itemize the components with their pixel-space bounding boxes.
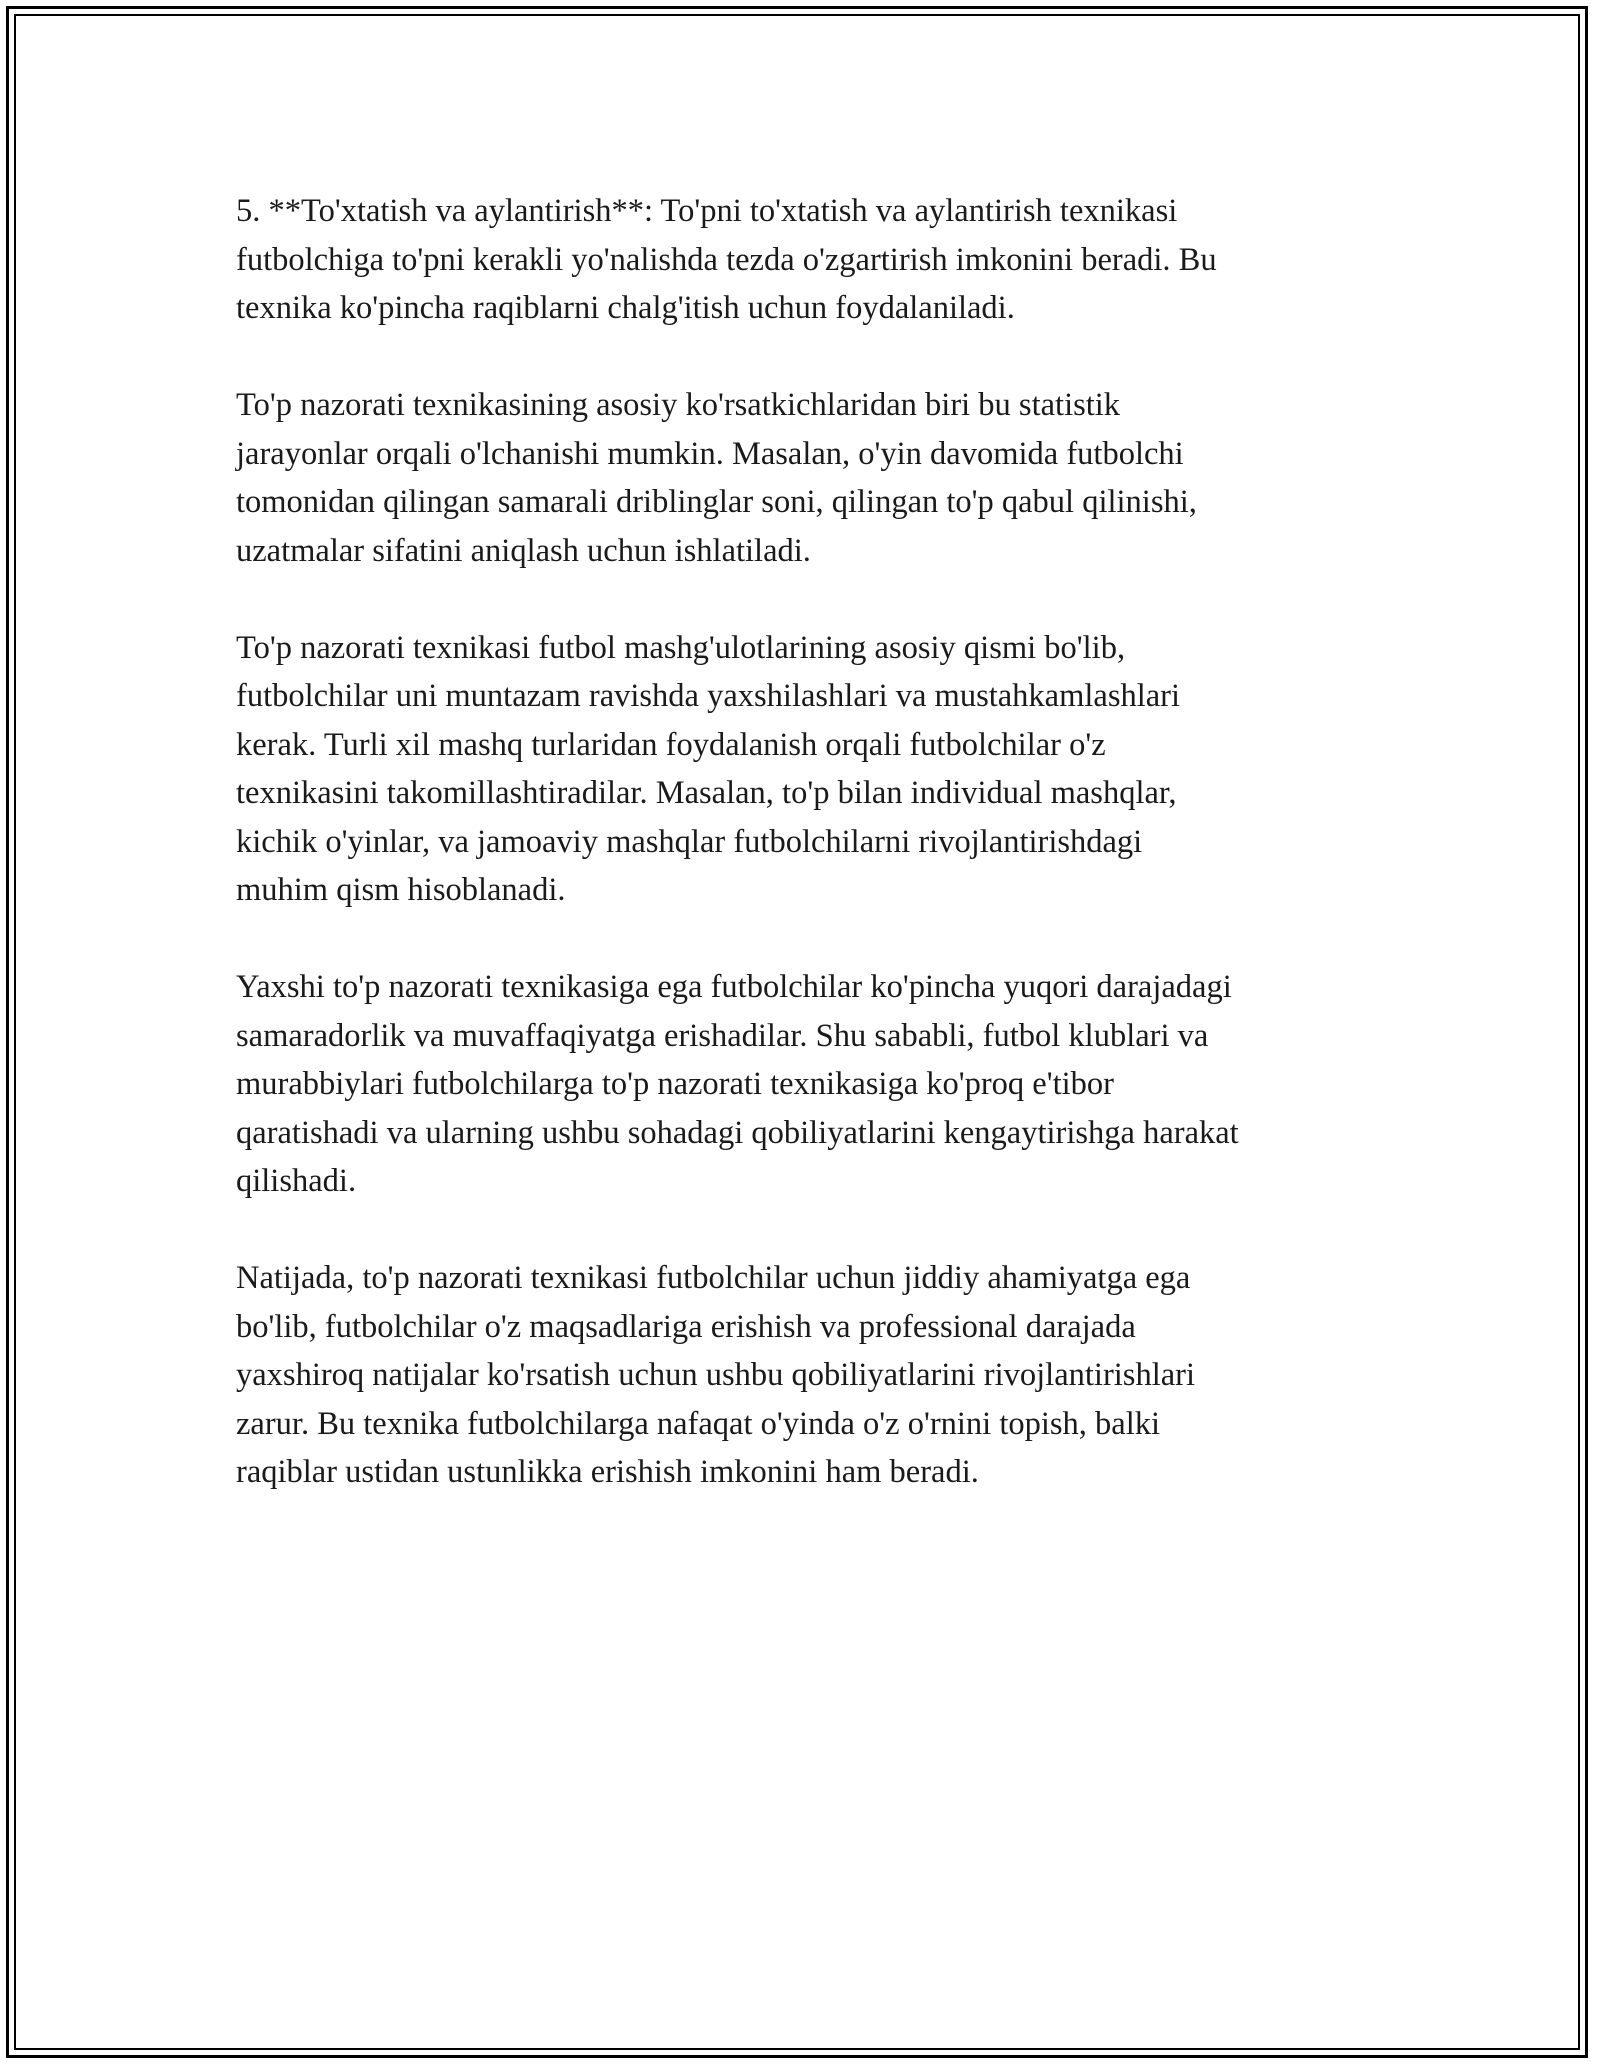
paragraph-success: Yaxshi to'p nazorati texnikasiga ega futbolchilar ko'pincha yuqori darajadagi samaradorlik va muvaffaqiyatga erishadilar. Shu sababli, futbol klublari va murabbiylari futbolchilarga to'p nazorati texnikasiga ko'proq e'tibor qaratishadi va ularning ushbu sohadagi qobiliyatlarini kengaytirishga harakat qilishadi. [236,969,1239,1199]
paragraph-statistics: To'p nazorati texnikasining asosiy ko'rsatkichlaridan biri bu statistik jarayonlar orqali o'lchanishi mumkin. Masalan, o'yin davomida futbolchi tomonidan qilingan samarali driblinglar soni, qilingan to'p qabul qilinishi, uzatmalar sifatini aniqlash uchun ishlatiladi. [236,387,1197,569]
paragraph-conclusion: Natijada, to'p nazorati texnikasi futbolchilar uchun jiddiy ahamiyatga ega bo'lib, futbolchilar o'z maqsadlariga erishish va professional darajada yaxshiroq natijalar ko'rsatish uchun ushbu qobiliyatlarini rivojlantirishlari zarur. Bu texnika futbolchilarga nafaqat o'yinda o'z o'rnini topish, balki raqiblar ustidan ustunlikka erishish imkonini ham beradi. [236,1260,1196,1490]
paragraph-technique-stopping-turning: 5. **To'xtatish va aylantirish**: To'pni to'xtatish va aylantirish texnikasi futbolchiga to'pni kerakli yo'nalishda tezda o'zgartirish imkonini beradi. Bu texnika ko'pincha raqiblarni chalg'itish uchun foydalaniladi. [236,193,1217,326]
paragraph-training: To'p nazorati texnikasi futbol mashg'ulotlarining asosiy qismi bo'lib, futbolchilar uni muntazam ravishda yaxshilashlari va mustahkamlashlari kerak. Turli xil mashq turlaridan foydalanish orqali futbolchilar o'z texnikasini takomillashtiradilar. Masalan, to'p bilan individual mashqlar, kichik o'yinlar, va jamoaviy mashqlar futbolchilarni rivojlantirishdagi muhim qism hisoblanadi. [236,629,1181,908]
document-body [236,187,1386,1545]
